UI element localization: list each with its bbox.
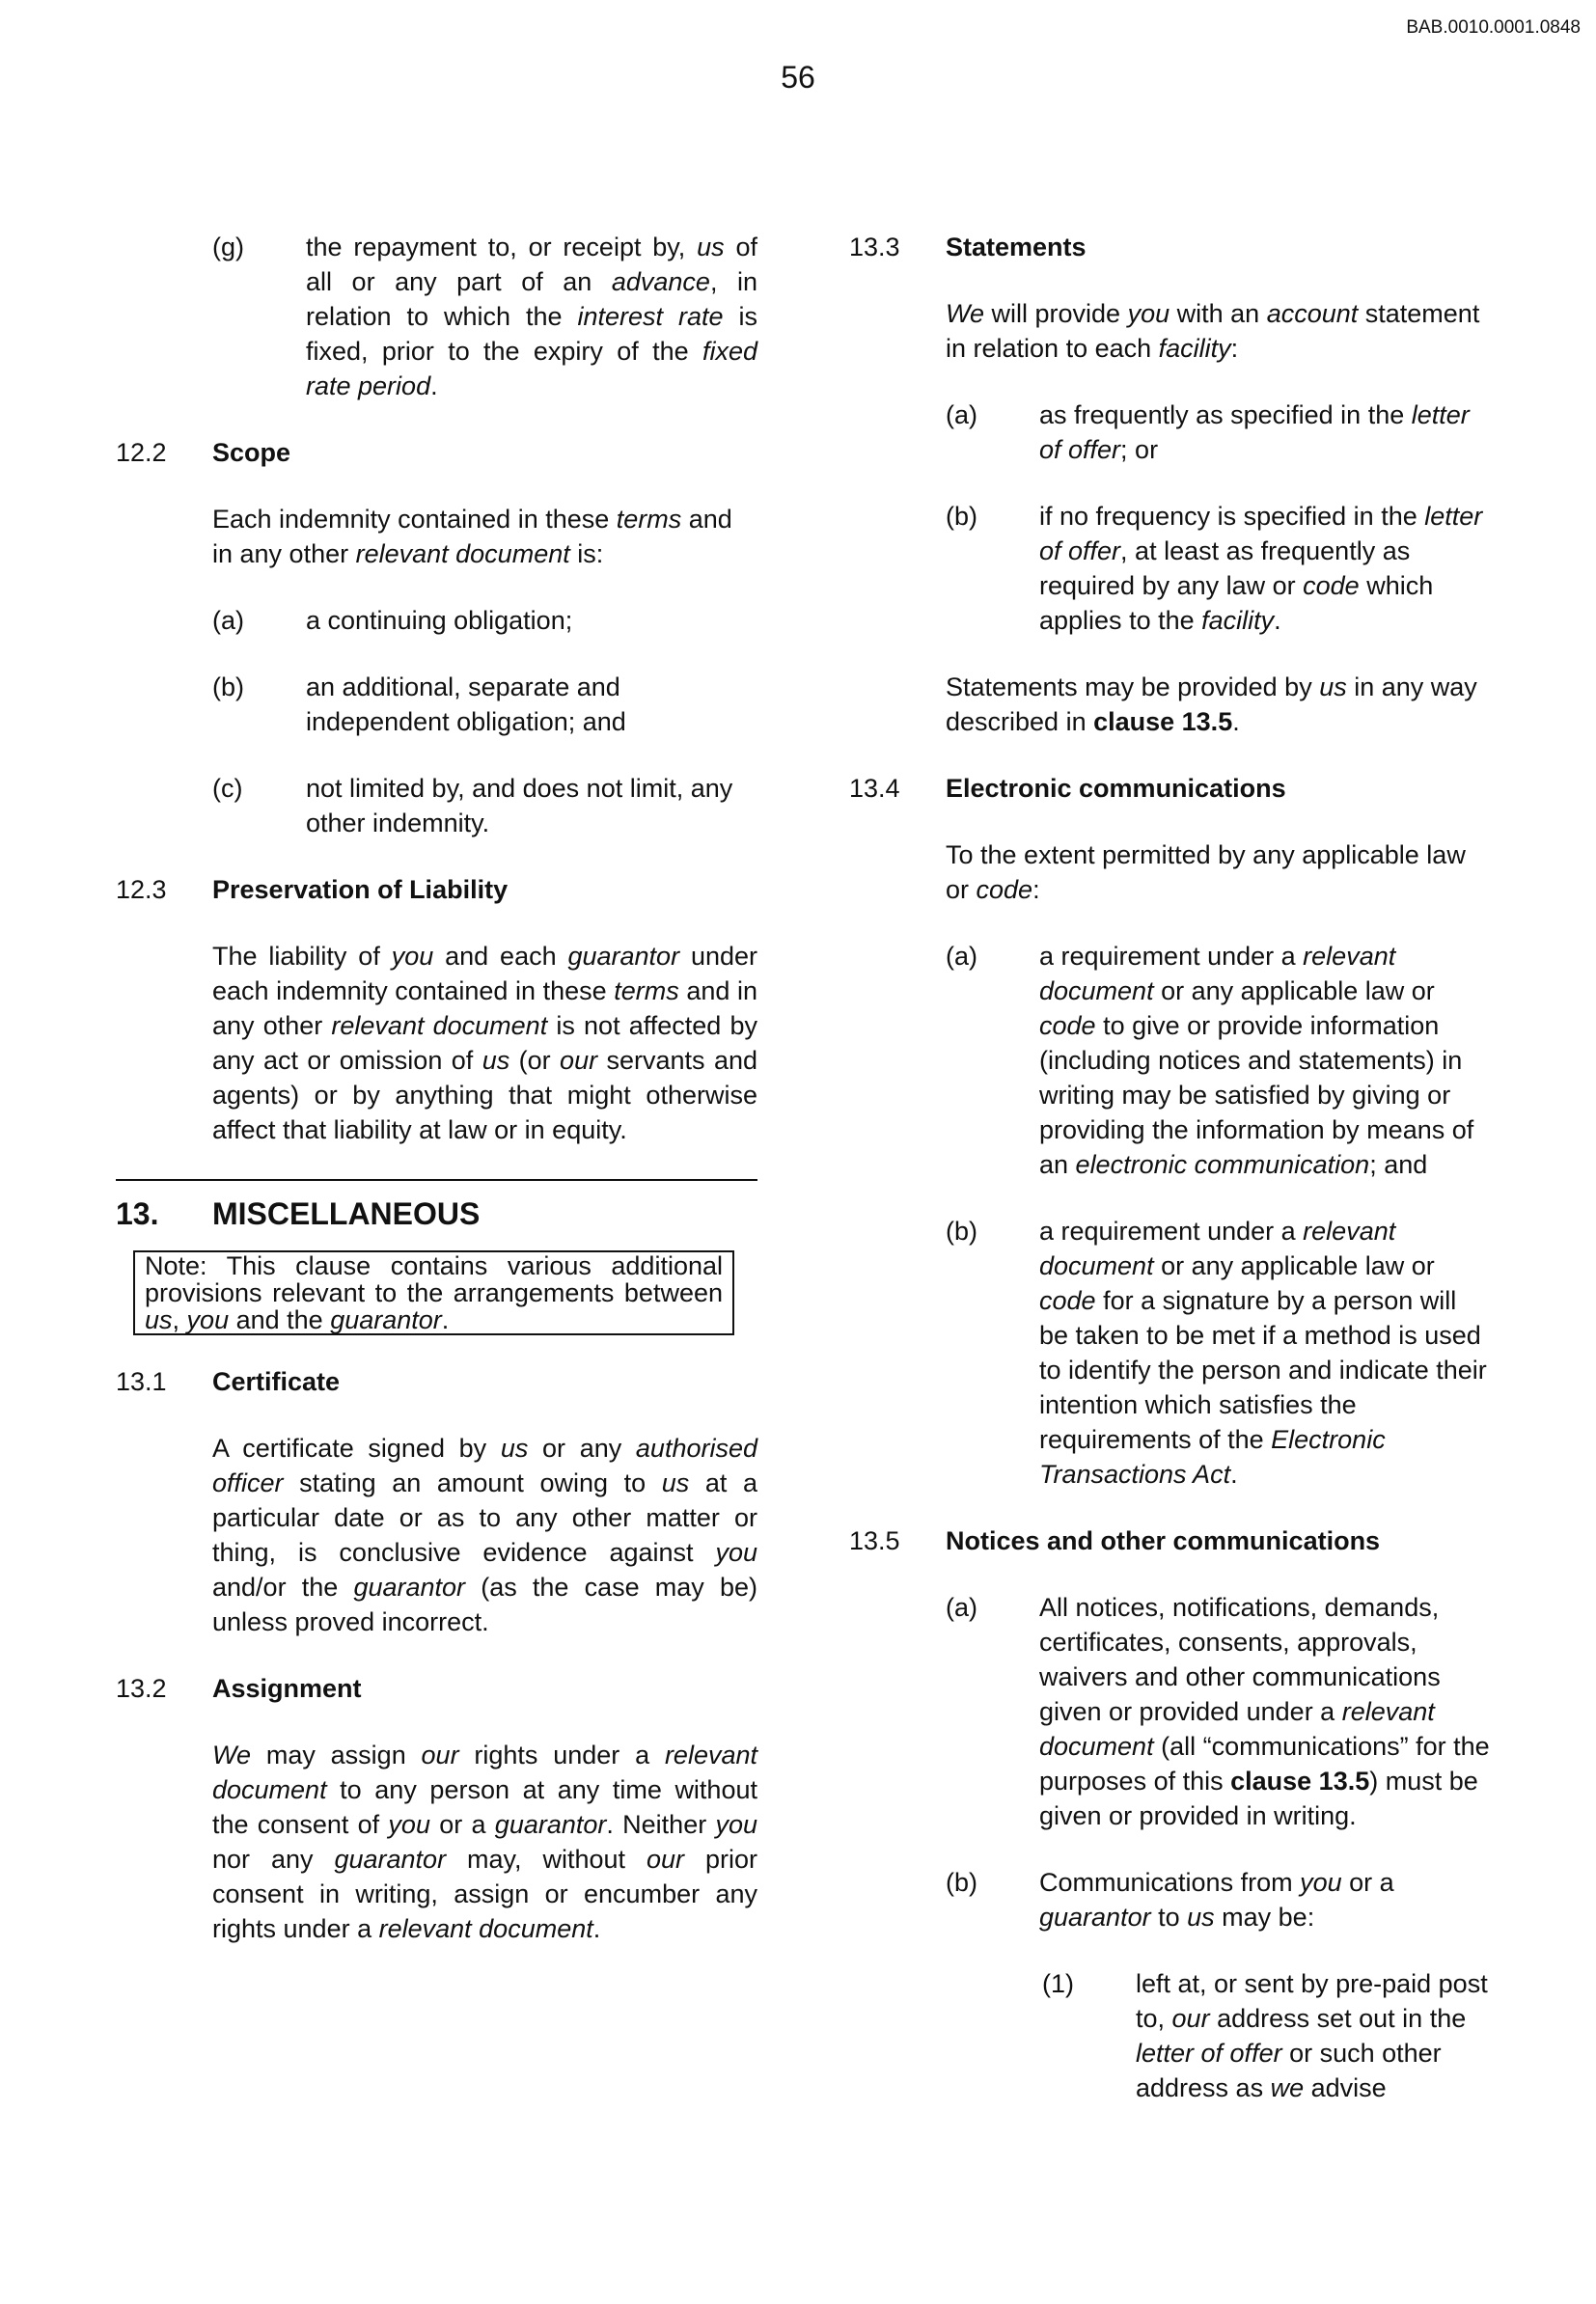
clause-title: Scope [212, 438, 291, 467]
clause-number: 13.1 [116, 1367, 167, 1396]
clause-13-3-outro: Statements may be provided by us in any way described in clause 13.5. [946, 672, 1477, 736]
item-text: an additional, separate and independent obligation; and [306, 672, 626, 736]
clause-13-2-body: We may assign our rights under a relevant document to any person at any time without the consent of you or a guarantor. Neither you nor any guarantor may, without our prior consent in writing, assign or encumber any rights under a relevant document. [212, 1741, 758, 1943]
clause-title: Preservation of Liability [212, 875, 509, 904]
item-label: (c) [212, 774, 243, 803]
list-item [946, 939, 1491, 1182]
clause-13-1-body: A certificate signed by us or any authorised officer stating an amount owing to us at a particular date or as to any other matter or thing, is conclusive evidence against you and/or the guarantor (as the case may be) unless proved incorrect. [212, 1434, 757, 1636]
clause-13-1-heading [116, 1364, 757, 1399]
item-label: (b) [212, 672, 244, 701]
item-label: (b) [946, 1868, 977, 1897]
clause-number: 13.3 [849, 233, 900, 261]
document-id: BAB.0010.0001.0848 [1406, 17, 1581, 38]
item-label: (g) [212, 233, 244, 261]
clause-number: 13.4 [849, 774, 900, 803]
clause-13-2-heading [116, 1671, 757, 1706]
list-item [946, 1590, 1491, 1833]
item-label: (1) [1042, 1969, 1074, 1998]
clause-12-2-items [116, 603, 757, 840]
clause-13-4-intro: To the extent permitted by any applicable law or code: [946, 840, 1466, 904]
item-label: (b) [946, 1217, 977, 1246]
section-divider [116, 1179, 757, 1181]
item-text: if no frequency is specified in the letter of offer, at least as frequently as required by any law or code which applies to the facility. [1039, 502, 1483, 635]
clause-13-5-items [849, 1590, 1491, 1934]
clause-12-3-heading [116, 872, 757, 907]
item-label: (a) [946, 942, 977, 971]
item-label: (a) [212, 606, 244, 635]
item-text: a requirement under a relevant document or any applicable law or code to give or provide information (including notices and statements) in writing may be satisfied by giving or providing the information by means of an electronic communication; and [1039, 942, 1474, 1179]
clause-title: Notices and other communications [946, 1526, 1381, 1555]
clause-12-1-g [212, 230, 757, 403]
item-text: a requirement under a relevant document or any applicable law or code for a signature by a person will be taken to be met if a method is used to identify the person and indicate their intention which satisfies the requirements of the Electronic Transactions Act. [1039, 1217, 1487, 1489]
right-column [849, 230, 1491, 2137]
item-label: (b) [946, 502, 977, 531]
clause-13-3-heading [849, 230, 1491, 264]
clause-number: 12.2 [116, 438, 167, 467]
list-item [212, 670, 757, 739]
list-item [946, 1214, 1491, 1492]
clause-12-2-heading [116, 435, 757, 470]
clause-13-5-b-1 [1042, 1966, 1491, 2105]
item-label: (a) [946, 400, 977, 429]
clause-number: 13.2 [116, 1674, 167, 1703]
clause-13-5-heading [849, 1523, 1491, 1558]
left-column [116, 230, 757, 1978]
item-text: the repayment to, or receipt by, us of all or any part of an advance, in relation to which the interest rate is fixed, prior to the expiry of the fixed rate period. [306, 233, 757, 400]
list-item [212, 771, 757, 840]
item-text: a continuing obligation; [306, 606, 573, 635]
clause-number: 13. [116, 1196, 159, 1231]
clause-13-3-intro: We will provide you with an account statement in relation to each facility: [946, 299, 1480, 363]
clause-title: Statements [946, 233, 1087, 261]
clause-13-note-box: Note: This clause contains various additional provisions relevant to the arrangements between us, you and the guarantor. [133, 1250, 734, 1335]
item-text: Communications from you or a guarantor to us may be: [1039, 1868, 1394, 1932]
clause-13-4-items [849, 939, 1491, 1492]
clause-13-heading [116, 1196, 757, 1231]
clause-title: Assignment [212, 1674, 362, 1703]
item-text: All notices, notifications, demands, certificates, consents, approvals, waivers and other communications given or provided under a relevant document (all “communications” for the purposes of this clause 13.5) must be given or provided in writing. [1039, 1593, 1490, 1830]
clause-number: 13.5 [849, 1526, 900, 1555]
clause-title: Certificate [212, 1367, 341, 1396]
clause-13-3-items [849, 398, 1491, 638]
item-text: not limited by, and does not limit, any other indemnity. [306, 774, 733, 837]
page-number: 56 [781, 60, 815, 95]
list-item [946, 1865, 1491, 1934]
clause-number: 12.3 [116, 875, 167, 904]
list-item [212, 603, 757, 638]
clause-title: Electronic communications [946, 774, 1286, 803]
item-text: left at, or sent by pre-paid post to, our address set out in the letter of offer or such other address as we advise [1136, 1969, 1488, 2102]
list-item [946, 398, 1491, 467]
item-text: as frequently as specified in the letter of offer; or [1039, 400, 1470, 464]
clause-13-4-heading [849, 771, 1491, 806]
list-item [946, 499, 1491, 638]
clause-12-3-body: The liability of you and each guarantor under each indemnity contained in these terms and in any other relevant document is not affected by any act or omission of us (or our servants and agents) or by anything that might otherwise affect that liability at law or in equity. [212, 942, 758, 1144]
clause-12-2-intro: Each indemnity contained in these terms and in any other relevant document is: [212, 505, 732, 568]
item-label: (a) [946, 1593, 977, 1622]
clause-title: MISCELLANEOUS [212, 1196, 481, 1231]
